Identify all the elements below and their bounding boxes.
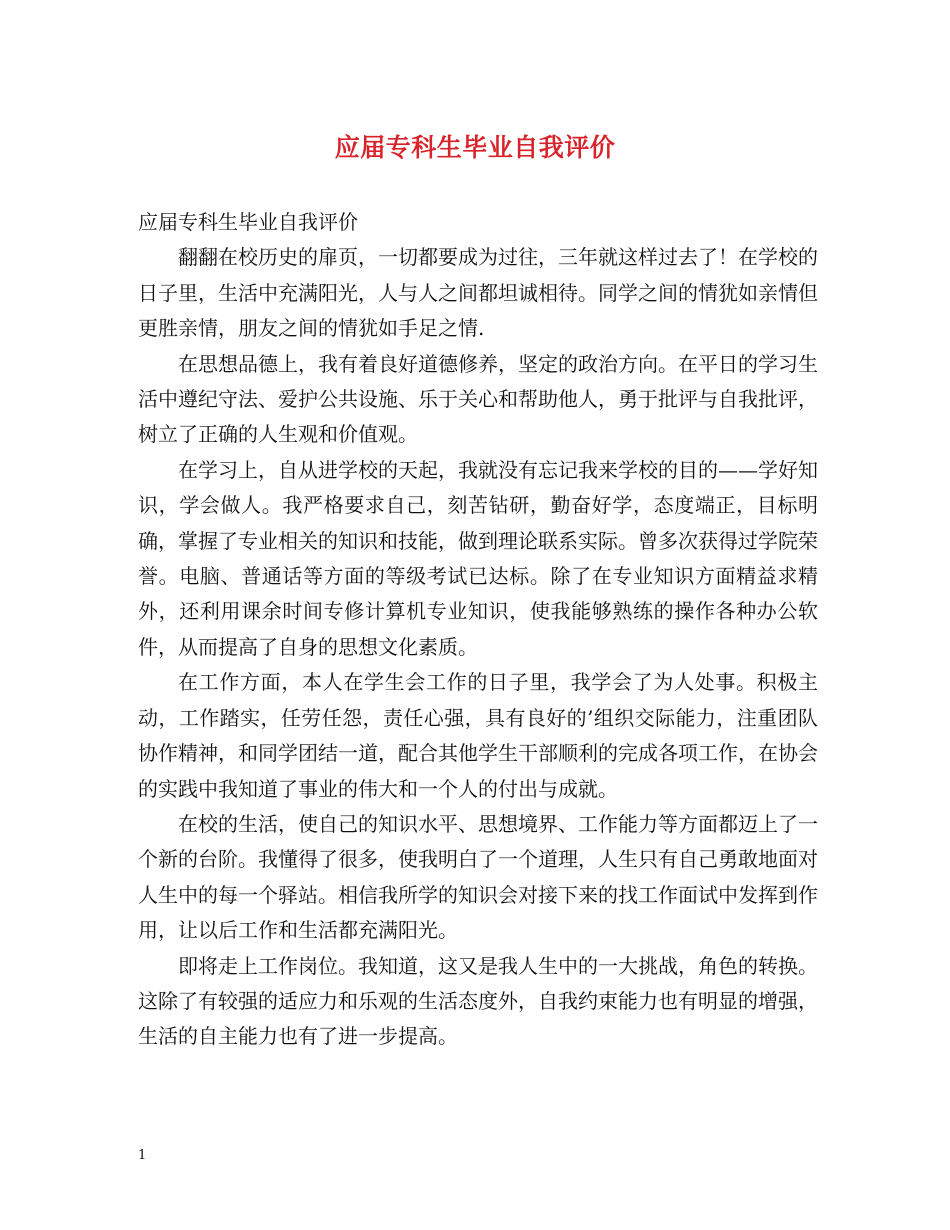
paragraph-work: 在工作方面，本人在学生会工作的日子里，我学会了为人处事。积极主动，工作踏实，任劳任怨，责任心强，具有良好的’组织交际能力，注重团队协作精神，和同学团结一道，配合其他学生干部顺利的完成各项工作，在协会的实践中我知道了事业的伟大和一个人的付出与成就。 xyxy=(138,670,818,801)
paragraph-moral-character: 在思想品德上，我有着良好道德修养，坚定的政治方向。在平日的学习生活中遵纪守法、爱护公共设施、乐于关心和帮助他人，勇于批评与自我批评，树立了正确的人生观和价值观。 xyxy=(138,351,818,447)
document-subtitle: 应届专科生毕业自我评价 xyxy=(138,210,358,234)
document-body xyxy=(138,205,818,1055)
document-title: 应届专科生毕业自我评价 xyxy=(334,133,616,162)
paragraph-study: 在学习上，自从进学校的天起，我就没有忘记我来学校的目的——学好知识，学会做人。我严格要求自己，刻苦钻研，勤奋好学，态度端正，目标明确，掌握了专业相关的知识和技能，做到理论联系实际。曾多次获得过学院荣誉。电脑、普通话等方面的等级考试已达标。除了在专业知识方面精益求精外，还利用课余时间专修计算机专业知识，使我能够熟练的操作各种办公软件，从而提高了自身的思想文化素质。 xyxy=(138,457,818,659)
paragraph-future-career: 即将走上工作岗位。我知道，这又是我人生中的一大挑战，角色的转换。这除了有较强的适应力和乐观的生活态度外，自我约束能力也有明显的增强，生活的自主能力也有了进一步提高。 xyxy=(138,953,818,1049)
paragraph-campus-history: 翻翻在校历史的扉页，一切都要成为过往，三年就这样过去了！在学校的日子里，生活中充满阳光，人与人之间都坦诚相待。同学之间的情犹如亲情但更胜亲情，朋友之间的情犹如手足之情. xyxy=(138,245,818,341)
page-number: 1 xyxy=(138,1148,147,1163)
paragraph-campus-life: 在校的生活，使自己的知识水平、思想境界、工作能力等方面都迈上了一个新的台阶。我懂得了很多，使我明白了一个道理，人生只有自己勇敢地面对人生中的每一个驿站。相信我所学的知识会对接下来的找工作面试中发挥到作用，让以后工作和生活都充满阳光。 xyxy=(138,811,818,943)
